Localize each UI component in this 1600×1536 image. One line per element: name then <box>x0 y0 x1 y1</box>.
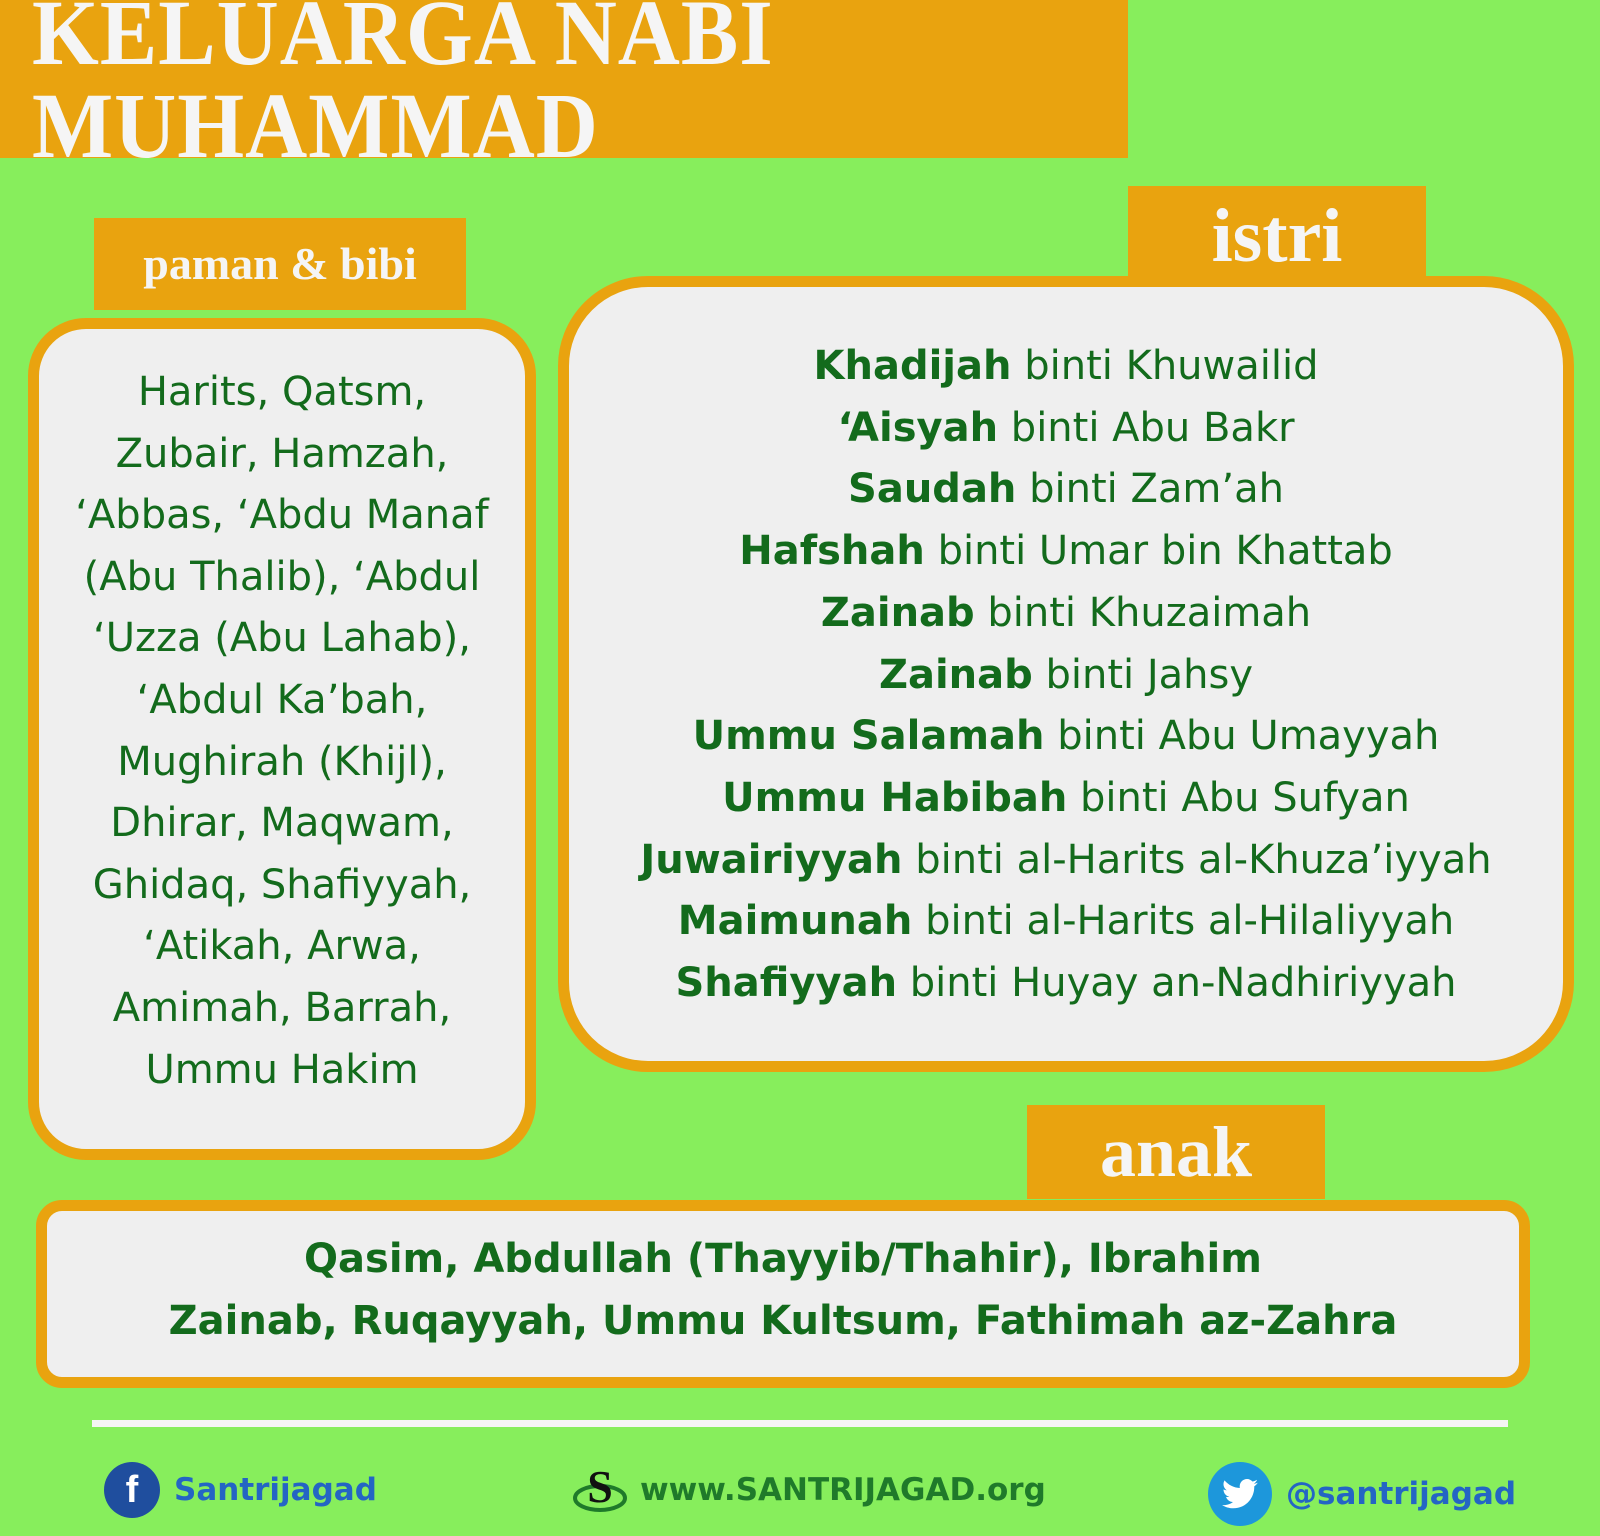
istri-name: Saudah <box>848 466 1017 513</box>
istri-lineage: binti Umar bin Khattab <box>937 528 1393 575</box>
istri-lineage: binti Abu Bakr <box>1010 404 1295 451</box>
anak-line: Zainab, Ruqayyah, Ummu Kultsum, Fathimah az-Zahra <box>168 1298 1398 1344</box>
istri-name: Zainab <box>820 589 975 636</box>
santrijagad-logo-icon <box>572 1462 628 1518</box>
istri-item <box>558 398 1574 460</box>
istri-item <box>558 891 1574 953</box>
paman-bibi-tab: paman & bibi <box>94 218 466 310</box>
istri-item <box>558 521 1574 583</box>
istri-item <box>558 768 1574 830</box>
paman-line: Zubair, Hamzah, <box>115 430 449 477</box>
istri-name: Ummu Habibah <box>722 774 1068 821</box>
paman-line: Ghidaq, Shafiyyah, <box>92 861 472 908</box>
istri-item <box>558 583 1574 645</box>
istri-lineage: binti al-Harits al-Khuza’iyyah <box>915 836 1492 883</box>
website-link[interactable] <box>572 1462 1046 1518</box>
istri-lineage: binti Zam’ah <box>1029 466 1284 513</box>
paman-line: ‘Abdul Ka’bah, <box>136 676 428 723</box>
paman-line: (Abu Thalib), ‘Abdul <box>83 553 481 600</box>
anak-line: Qasim, Abdullah (Thayyib/Thahir), Ibrahim <box>304 1236 1262 1282</box>
istri-name: Hafshah <box>739 528 925 575</box>
paman-line: Dhirar, Maqwam, <box>110 800 454 847</box>
istri-lineage: binti al-Harits al-Hilaliyyah <box>925 898 1455 945</box>
paman-line: Mughirah (Khijl), <box>117 738 447 785</box>
istri-item <box>558 830 1574 892</box>
istri-item <box>558 645 1574 707</box>
paman-line: ‘Uzza (Abu Lahab), <box>92 615 471 662</box>
istri-name: Shafiyyah <box>675 960 898 1007</box>
website-url: www.SANTRIJAGAD.org <box>640 1472 1046 1508</box>
istri-lineage: binti Abu Umayyah <box>1057 713 1440 760</box>
facebook-icon: f <box>104 1462 160 1518</box>
istri-item <box>558 459 1574 521</box>
istri-lineage: binti Khuwailid <box>1024 343 1319 389</box>
facebook-handle: Santrijagad <box>174 1472 377 1508</box>
paman-line: ‘Abbas, ‘Abdu Manaf <box>75 492 489 539</box>
facebook-link[interactable] <box>104 1462 377 1518</box>
paman-line: Ummu Hakim <box>145 1046 419 1093</box>
istri-lineage: binti Khuzaimah <box>987 589 1312 636</box>
svg-text:S: S <box>587 1462 613 1512</box>
title-banner <box>0 0 1128 178</box>
anak-tab: anak <box>1027 1105 1325 1199</box>
istri-lineage: binti Jahsy <box>1045 651 1254 698</box>
istri-lineage: binti Abu Sufyan <box>1080 774 1410 821</box>
twitter-icon <box>1208 1462 1272 1526</box>
page-title: KELUARGA NABI MUHAMMAD <box>32 0 774 178</box>
istri-list <box>558 336 1574 1015</box>
anak-list <box>36 1228 1530 1352</box>
paman-bibi-list <box>28 362 536 1101</box>
istri-name: Ummu Salamah <box>692 713 1045 760</box>
twitter-handle: @santrijagad <box>1286 1476 1517 1512</box>
istri-tab: istri <box>1128 186 1426 286</box>
istri-name: ‘Aisyah <box>837 404 999 451</box>
istri-name: Zainab <box>878 651 1033 698</box>
istri-name: Maimunah <box>677 898 913 945</box>
istri-item <box>558 953 1574 1015</box>
istri-item <box>558 336 1574 398</box>
istri-name: Khadijah <box>813 343 1012 389</box>
footer-divider <box>92 1420 1508 1427</box>
istri-lineage: binti Huyay an-Nadhiriyyah <box>909 960 1457 1007</box>
istri-name: Juwairiyyah <box>640 836 903 883</box>
paman-line: Harits, Qatsm, <box>137 369 427 415</box>
paman-line: Amimah, Barrah, <box>112 984 452 1031</box>
paman-line: ‘Atikah, Arwa, <box>143 923 421 970</box>
twitter-link[interactable] <box>1208 1462 1516 1526</box>
istri-item <box>558 706 1574 768</box>
